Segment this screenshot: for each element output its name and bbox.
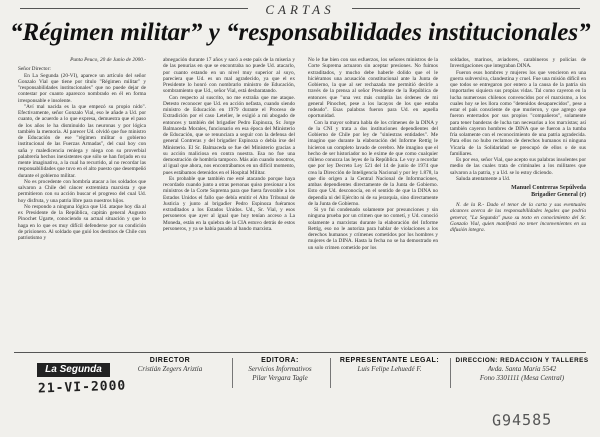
signature-name: Manuel Contreras Sepúlveda (511, 185, 586, 191)
divider (330, 358, 331, 388)
dateline: Punta Peuco, 20 de Junio de 2000.- (70, 57, 146, 63)
column-1 (18, 57, 146, 356)
paragraph: Es probable que también me esté atacando porque haya recordado cuando junto a otras personas quiso presionar a los ministros de la Corte Suprema para que fuera favorable a los Estados Unidos el fallo que debía emitir el Alto Tribunal de Justicia y junto al brigadier Pedro Espinoza fuéramos extraditados a los Estados Unidos. Ud., Sr. Vial, y esos personeros que ayer al igual que hoy tenían acceso a La Moneda, están en la quiebra de la CIA estuvo detrás de estos personeros, y ya se había pasado al bando marxista. (163, 175, 295, 232)
direccion-line1: Avda. Santa María 5542 (487, 365, 557, 373)
paragraph: No es procedente con hombría atacar a los soldados que salvaron a Chile del cáncer extremista marxista y que permitieron con su acción buscar el progreso del cual Ud. hoy disfruta, y una patria libre para nuestros hijos. (18, 178, 146, 204)
editora-line2: Pilar Vergara Tagle (252, 374, 308, 382)
paragraph: Con la mayor soltura habla de los crímenes de la DINA y de la CNI y trata a dos instituciones dependientes del Gobierno de Chile por ley de "siniestras entidades". Me imagino que durante la elaboración del Informe Rettig le hicieron un completo lavado de cerebro. Me imagino que el hecho de ser historiador no le exime de que como cualquier chileno conozca las leyes de la República. Le voy a recordar que por ley Decreto Ley 521 del 14 de junio de 1974 que crea la Dirección de Inteligencia Nacional y por ley 1.878, la que dio origen a la Central Nacional de Informaciones, ambas dependientes directamente de la Junta de Gobierno. Esto que Ud. desconocía, en el sentido de que la DINA no dependía ni del Ejército ni de su jerarquía, sino directamente de la Junta de Gobierno. (308, 119, 438, 207)
footer-rule (14, 352, 586, 353)
closing: Saluda atentamente a Ud. (456, 175, 511, 182)
paragraph: Si yo fui condenado solamente por presunciones y sin ninguna prueba por un crimen que no cometí, y Ud. conoció solamente a marxistas durante la elaboración del Informe Rettig, eso no le autoriza para hablar de violaciones a los derechos humanos y crímenes cometidos por los hombres y mujeres de la DINA. Hasta la fecha no se ha demostrado en un solo crimen cometido por los (308, 207, 438, 251)
headline: “Régimen militar” y “responsabilidades institucionales” (10, 19, 591, 46)
editora-line1: Servicios Informativos (248, 365, 312, 373)
director-block (115, 356, 225, 374)
signature-title: Brigadier General (r) (531, 192, 586, 198)
column-4 (450, 57, 586, 356)
salutation: Señor Director: (18, 66, 51, 73)
paragraph: Fueron esos hombres y mujeres los que vencieron en una guerra subversiva, clandestina y cruel. Fue una misión difícil en que todos se entregaron por entero a la causa de la patria sin importarles siquiera sus propias vidas. Tal como cayeron en la lucha numerosos chilenos convencidos por el marxismo, a los cuales hoy se les llora como "detenidos desaparecidos", pese a estar el país consciente de que murieron, y que agrego que fueron enterrados por sus propios "compañeros", solamente para tener banderas de lucha tan necesarias a los marxistas; así también cayeron hombres de DINA que se fueron a la tumba fría solamente con el reconocimiento de una patria agradecida. Para ellos no hubo reclamos de derechos humanos ni ninguna Vicaría de la Solidaridad se preocupó de ellos o de sus familiares. (450, 69, 586, 157)
direccion-title: DIRECCION: REDACCION Y TALLERES (455, 357, 589, 364)
editora-block (235, 356, 325, 383)
paragraph: Con respecto al suscrito, no me extraña que me ataque. Detesto reconocer que Ud. en acción nefasta, cuando siendo ministro de Educación en 1979 durante el Proceso de Extradición por el caso Letelier, le exigió a mi abogado de entonces y también del brigadier Pedro Espinoza, Sr. Jorge Balmaceda Morales, funcionario en esa época del Ministerio de Educación, que se renunciara a seguir con la defensa del general Contreras y del brigadier Espinoza o debía irse del Ministerio. El Sr. Balmaceda se fue del Ministerio gracias a su acción maliciosa en contra nuestra. Esa no fue una demostración de hombría tampoco. Más aún cuando nosotros, al igual que ahora, nos encontrábamos en un difícil momento, pues estábamos detenidos en el Hospital Militar. (163, 94, 295, 176)
section-label: CARTAS (265, 2, 335, 17)
direccion-block (452, 356, 592, 383)
paragraph: "Aví mal nacida es la que empezó su propio nido". Efectivamente, señor Gonzalo Vial, eso le añade a Ud. por cuanto, de acuerdo a lo que expresa, demuestra que el paso de los años le ha disminuido las neuronas y por lógica también la memoria. Al parecer Ud. olvidó que fue ministro de Educación de ese "régimen militar o gobierno institucional de las Fuerzas Armadas", del cual hoy con saña y maledicencia reniega y niega con su proverbial palabrería hechos inexistentes que sólo se han forjado en su mente imaginativa, a la cual ha recurrido, al no recordar las responsabilidades que tuvo en el alto puesto que desempeñó durante el gobierno militar. (18, 103, 146, 179)
legal-name: Luis Felipe Lehuedé F. (357, 365, 422, 373)
paragraph: No le fue bien con sus esfuerzos, los señores ministros de la Corte Suprema actuaron sin aceptar presiones. No fuimos extraditados, y mucho debe haberle dolido que el le hiciéramos una acusación constitucional ante la Junta de Gobierno, la que al ser rechazada me permitió decirle a través de la prensa al señor Presidente de la República de entonces que "una vez más cumplía las órdenes de mi general Pinochet, pese a los lacayos de los que estaba rodeado". Esas palabras fueron para Ud. en aquella oportunidad. (308, 57, 438, 120)
legal-title: REPRESENTANTE LEGAL: (339, 357, 440, 364)
editor-note: N. de la R.- Dado el tenor de la carta y sus eventuales alcances acerca de las responsabilidades legales que podría generar, "La Segunda" puso su texto en conocimiento del Sr. Gonzalo Vial, quien manifestó no tener inconvenientes en su difusión íntegra. (450, 202, 586, 233)
paragraph: No respondo a ninguna lógica que Ud. ataque hoy día al ex Presidente de la República, capitán general Augusto Pinochet Ugarte, conociendo su actual situación y que lo haga en lo que es muy difícil defenderse por su condición de prisionero. Al soldado que guió los destinos de Chile con patriotismo y (18, 203, 146, 241)
column-2 (163, 57, 295, 356)
editora-title: EDITORA: (261, 357, 299, 364)
director-name: Cristián Zegers Ariztía (137, 365, 203, 373)
divider (450, 358, 451, 388)
divider (232, 358, 233, 388)
paragraph: abnegación durante 17 años y sacó a este país de la miseria y de las penurias en que se encontraba no puede Ud. atacarlo, por cuanto estando en un nivel muy superior al suyo, pareciera que Ud. es un mal agradecido, ya que el ex Presidente lo honró con nombrarlo ministro de Educación, sombramiento que Ud., señor Vial, está desbaratando. (163, 57, 295, 95)
newspaper-logo: La Segunda (37, 363, 110, 377)
date-stamp: 21-VI-2000 (37, 378, 127, 397)
director-title: DIRECTOR (149, 357, 191, 364)
paragraph: soldados, marinos, aviadores, carabineros y policías de Investigaciones que integraban DINA. (450, 57, 586, 70)
direccion-line2: Fono 3301111 (Mesa Central) (479, 374, 565, 382)
legal-block (332, 356, 447, 374)
column-3 (308, 57, 438, 356)
header-rule-right (352, 8, 580, 9)
paragraph: En La Segunda (20-VI), aparece un artículo del señor Gonzalo Vial que tiene por título "Régimen militar" y "responsabilidades institucionales" que no puede dejar de contestar por cuanto aparezco nombrado en él en forma irresponsable e insolente. (18, 72, 146, 104)
archive-code: G94585 (491, 410, 553, 430)
paragraph: Es por eso, señor Vial, que acepto sus palabras insolentes por medio de las cuales trata de criminales a los militares que salvaron a la patria, y a Ud. se lo estoy diciendo. (450, 157, 586, 176)
